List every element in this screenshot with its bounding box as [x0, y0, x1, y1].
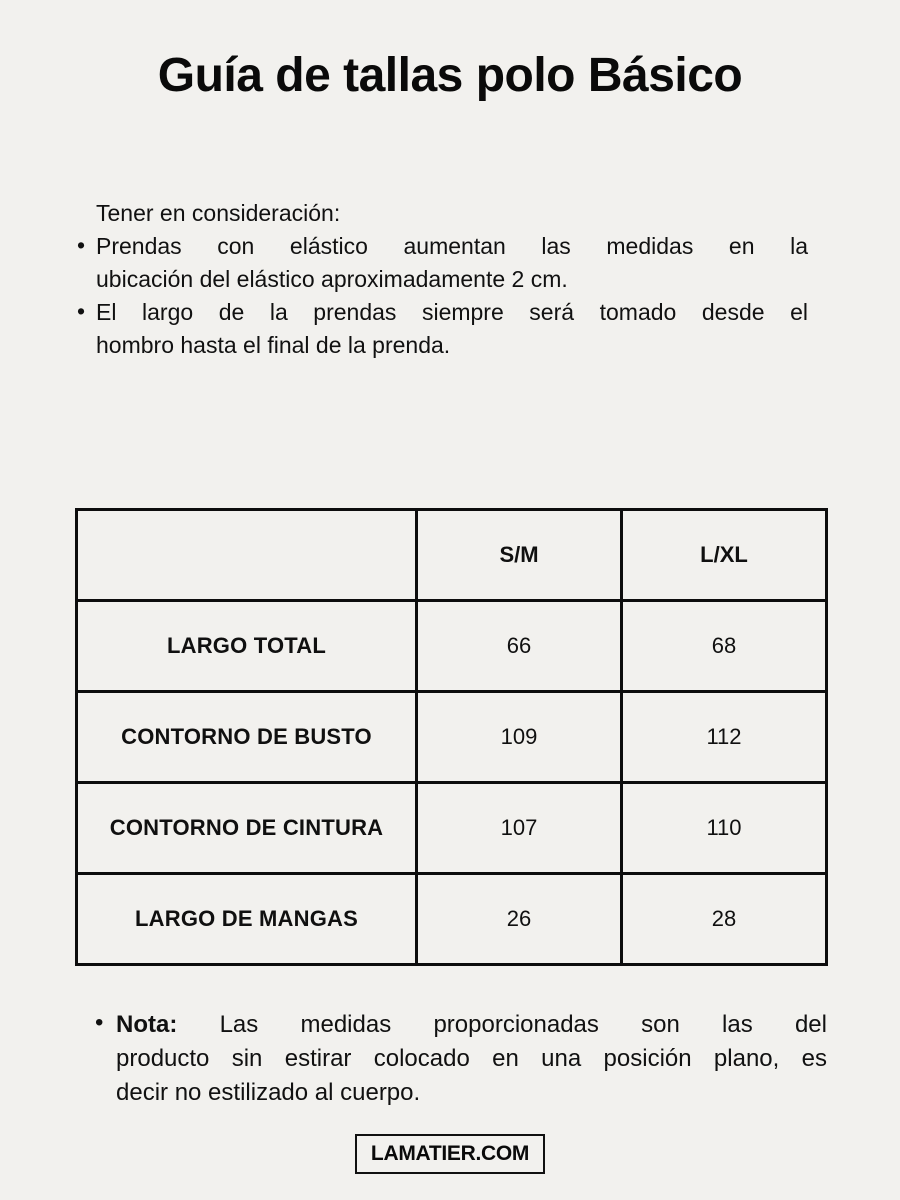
table-row [77, 692, 827, 783]
note-text-line: decir no estilizado al cuerpo. [116, 1079, 421, 1106]
row-label: LARGO TOTAL [77, 601, 417, 692]
brand-badge: LAMATIER.COM [355, 1134, 545, 1174]
bullet-icon: • [95, 1009, 104, 1036]
note-item [95, 1008, 827, 1110]
row-label: CONTORNO DE CINTURA [77, 783, 417, 874]
table-row [77, 783, 827, 874]
note-label: Nota: [116, 1011, 178, 1038]
table-row [77, 874, 827, 965]
note-text-line: producto sin estirar colocado en una posición plano, es [116, 1045, 827, 1072]
bullet-text-line: El largo de la prendas siempre será tomado desde el [96, 299, 808, 325]
page-title: Guía de tallas polo Básico [157, 49, 743, 102]
row-label: LARGO DE MANGAS [77, 874, 417, 965]
bullet-icon: • [77, 232, 86, 258]
bullet-icon: • [77, 298, 86, 324]
note-text-line [116, 1008, 827, 1042]
cell-value-lxl: 28 [622, 874, 827, 965]
table-header-sm: S/M [417, 510, 622, 601]
bullet-text-line: ubicación del elástico aproximadamente 2 cm. [96, 266, 568, 292]
size-table [75, 508, 828, 966]
cell-value-sm: 109 [417, 692, 622, 783]
bullet-text [96, 296, 808, 362]
bullet-text-line: hombro hasta el final de la prenda. [96, 332, 451, 358]
cell-value-lxl: 112 [622, 692, 827, 783]
bullet-text [96, 230, 808, 296]
cell-value-lxl: 110 [622, 783, 827, 874]
row-label: CONTORNO DE BUSTO [77, 692, 417, 783]
considerations-section [75, 197, 808, 362]
cell-value-sm: 66 [417, 601, 622, 692]
list-item [75, 230, 808, 296]
cell-value-lxl: 68 [622, 601, 827, 692]
footer [0, 1134, 900, 1174]
bullet-text-line: Prendas con elástico aumentan las medidas en la [96, 233, 808, 259]
note-line-rest: Las medidas proporcionadas son las del [219, 1011, 827, 1038]
table-header-empty [77, 510, 417, 601]
cell-value-sm: 26 [417, 874, 622, 965]
table-row [77, 601, 827, 692]
note-section [95, 1008, 827, 1110]
table-header-lxl: L/XL [622, 510, 827, 601]
considerations-intro: Tener en consideración: [96, 200, 341, 226]
list-item [75, 296, 808, 362]
cell-value-sm: 107 [417, 783, 622, 874]
note-text [116, 1008, 827, 1110]
table-header-row [77, 510, 827, 601]
